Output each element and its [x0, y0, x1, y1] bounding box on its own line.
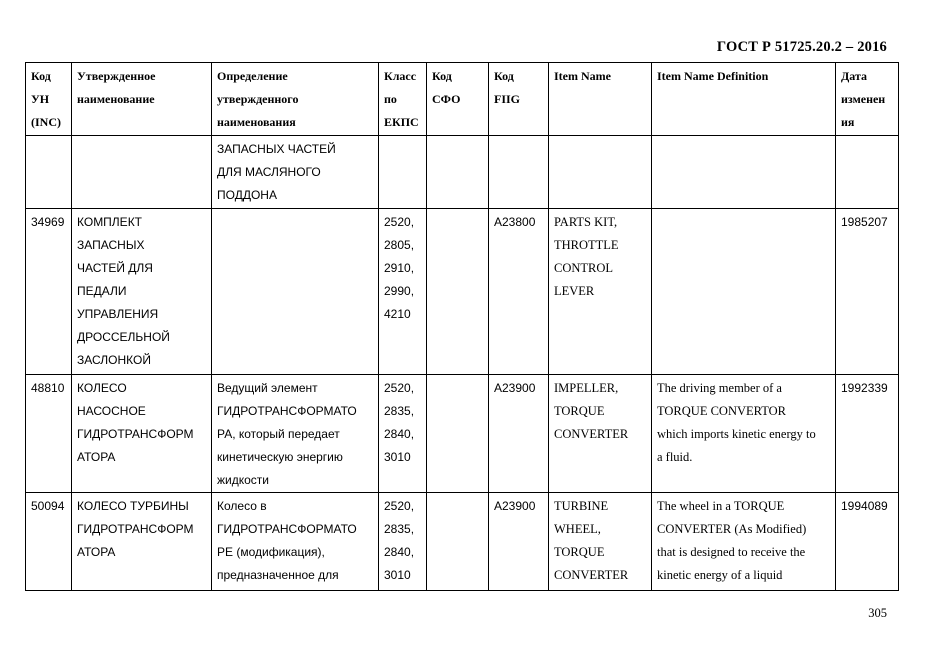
cell-sfo-code [427, 136, 489, 209]
table-header [26, 63, 899, 136]
cell-fiig-code [489, 493, 549, 591]
cell-line: КОЛЕСО ТУРБИНЫ [77, 499, 189, 513]
cell-change-date [836, 136, 899, 209]
cell-line: IMPELLER, [554, 381, 619, 395]
cell-line: 2805, [384, 238, 415, 252]
column-header-line: ия [841, 115, 855, 129]
cell-line: THROTTLE [554, 238, 619, 252]
column-header-line: изменен [841, 92, 886, 106]
cell-line: 50094 [31, 499, 65, 513]
cell-line: ЗАПАСНЫХ ЧАСТЕЙ [217, 142, 336, 156]
cell-inc-code [26, 136, 72, 209]
cell-inc-code [26, 493, 72, 591]
cell-line: CONVERTER (As Modified) [657, 522, 807, 536]
cell-item-name [549, 493, 652, 591]
cell-line: TORQUE CONVERTOR [657, 404, 787, 418]
cell-line: 4210 [384, 307, 411, 321]
column-header-line: утвержденного [217, 92, 299, 106]
cell-item-name [549, 136, 652, 209]
cell-line: КОЛЕСО [77, 381, 127, 395]
cell-line: kinetic energy of a liquid [657, 568, 783, 582]
cell-line: ДРОССЕЛЬНОЙ [77, 330, 170, 344]
cell-item-name-definition [652, 493, 836, 591]
cell-line: CONVERTER [554, 568, 629, 582]
cell-line: 2910, [384, 261, 415, 275]
cell-line: ГИДРОТРАНСФОРМ [77, 427, 194, 441]
cell-line: CONVERTER [554, 427, 629, 441]
cell-approved-name [72, 493, 212, 591]
cell-line: a fluid. [657, 450, 693, 464]
cell-fiig-code [489, 136, 549, 209]
column-header-line: УН [31, 92, 50, 106]
cell-line: A23900 [494, 381, 536, 395]
cell-line: TURBINE [554, 499, 609, 513]
column-header-line: FIIG [494, 92, 521, 106]
cell-line: A23800 [494, 215, 536, 229]
column-header-line: ЕКПС [384, 115, 419, 129]
table-row [26, 209, 899, 375]
cell-line: 2520, [384, 381, 415, 395]
column-header-sfo-code [427, 63, 489, 136]
column-header-line: (INC) [31, 115, 61, 129]
cell-line: CONTROL [554, 261, 614, 275]
cell-line: жидкости [217, 473, 269, 487]
column-header-inc-code [26, 63, 72, 136]
cell-line: ЧАСТЕЙ ДЛЯ [77, 261, 153, 275]
column-header-line: наименование [77, 92, 155, 106]
cell-line: 48810 [31, 381, 65, 395]
cell-line: РА, который передает [217, 427, 340, 441]
cell-line: ГИДРОТРАНСФОРМ [77, 522, 194, 536]
column-header-line: Дата [841, 69, 867, 83]
column-header-line: Код [494, 69, 514, 83]
cell-line: that is designed to receive the [657, 545, 806, 559]
cell-ekps-class [379, 209, 427, 375]
cell-change-date [836, 493, 899, 591]
cell-line: КОМПЛЕКТ [77, 215, 143, 229]
table-row [26, 375, 899, 493]
cell-line: 3010 [384, 568, 411, 582]
column-header-ekps-class [379, 63, 427, 136]
page-number: 305 [868, 606, 887, 620]
cell-sfo-code [427, 209, 489, 375]
column-header-item-name-definition [652, 63, 836, 136]
cell-line: ГИДРОТРАНСФОРМАТО [217, 404, 357, 418]
cell-line: Ведущий элемент [217, 381, 318, 395]
cell-item-name [549, 375, 652, 493]
cell-ekps-class [379, 136, 427, 209]
column-header-line: Код [31, 69, 51, 83]
cell-line: WHEEL, [554, 522, 601, 536]
cell-line: ЗАСЛОНКОЙ [77, 353, 151, 367]
column-header-line: СФО [432, 92, 461, 106]
cell-line: 2840, [384, 427, 415, 441]
column-header-line: Item Name Definition [657, 69, 769, 83]
column-header-line: наименования [217, 115, 296, 129]
cell-sfo-code [427, 375, 489, 493]
cell-inc-code [26, 209, 72, 375]
column-header-fiig-code [489, 63, 549, 136]
cell-line: АТОРА [77, 545, 116, 559]
cell-name-definition [212, 375, 379, 493]
cell-approved-name [72, 375, 212, 493]
cell-line: ДЛЯ МАСЛЯНОГО [217, 165, 321, 179]
cell-line: 34969 [31, 215, 65, 229]
table-row [26, 136, 899, 209]
cell-sfo-code [427, 493, 489, 591]
cell-approved-name [72, 209, 212, 375]
cell-item-name-definition [652, 209, 836, 375]
classification-table [25, 62, 899, 591]
cell-name-definition [212, 136, 379, 209]
column-header-line: по [384, 92, 397, 106]
table-body [26, 136, 899, 591]
column-header-change-date [836, 63, 899, 136]
cell-line: 2520, [384, 499, 415, 513]
document-header: ГОСТ Р 51725.20.2 – 2016 [716, 39, 887, 55]
cell-line: ПЕДАЛИ [77, 284, 127, 298]
cell-fiig-code [489, 209, 549, 375]
cell-line: TORQUE [554, 545, 605, 559]
cell-line: АТОРА [77, 450, 116, 464]
column-header-name-definition [212, 63, 379, 136]
cell-line: 1994089 [841, 499, 888, 513]
cell-line: ЗАПАСНЫХ [77, 238, 145, 252]
cell-line: TORQUE [554, 404, 605, 418]
column-header-line: Класс [384, 69, 417, 83]
cell-item-name-definition [652, 375, 836, 493]
cell-line: 2520, [384, 215, 415, 229]
cell-inc-code [26, 375, 72, 493]
cell-line: Колесо в [217, 499, 267, 513]
column-header-line: Определение [217, 69, 288, 83]
column-header-line: Утвержденное [77, 69, 156, 83]
cell-line: 2835, [384, 404, 415, 418]
cell-line: НАСОСНОЕ [77, 404, 146, 418]
cell-ekps-class [379, 375, 427, 493]
cell-line: 3010 [384, 450, 411, 464]
cell-line: предназначенное для [217, 568, 339, 582]
cell-line: ПОДДОНА [217, 188, 277, 202]
cell-line: кинетическую энергию [217, 450, 343, 464]
cell-line: which imports kinetic energy to [657, 427, 816, 441]
cell-line: 2840, [384, 545, 415, 559]
cell-fiig-code [489, 375, 549, 493]
cell-line: A23900 [494, 499, 536, 513]
cell-line: 2835, [384, 522, 415, 536]
column-header-line: Item Name [554, 69, 611, 83]
cell-change-date [836, 375, 899, 493]
cell-line: УПРАВЛЕНИЯ [77, 307, 159, 321]
cell-line: РЕ (модификация), [217, 545, 325, 559]
cell-change-date [836, 209, 899, 375]
cell-line: The driving member of a [657, 381, 782, 395]
header-row [26, 63, 899, 136]
cell-ekps-class [379, 493, 427, 591]
cell-line: LEVER [554, 284, 595, 298]
cell-line: The wheel in a TORQUE [657, 499, 785, 513]
cell-line: PARTS KIT, [554, 215, 618, 229]
column-header-line: Код [432, 69, 452, 83]
cell-item-name [549, 209, 652, 375]
cell-line: ГИДРОТРАНСФОРМАТО [217, 522, 357, 536]
cell-name-definition [212, 209, 379, 375]
cell-line: 1985207 [841, 215, 888, 229]
cell-item-name-definition [652, 136, 836, 209]
cell-name-definition [212, 493, 379, 591]
column-header-item-name [549, 63, 652, 136]
cell-line: 1992339 [841, 381, 888, 395]
cell-line: 2990, [384, 284, 415, 298]
table-row [26, 493, 899, 591]
cell-approved-name [72, 136, 212, 209]
column-header-approved-name [72, 63, 212, 136]
